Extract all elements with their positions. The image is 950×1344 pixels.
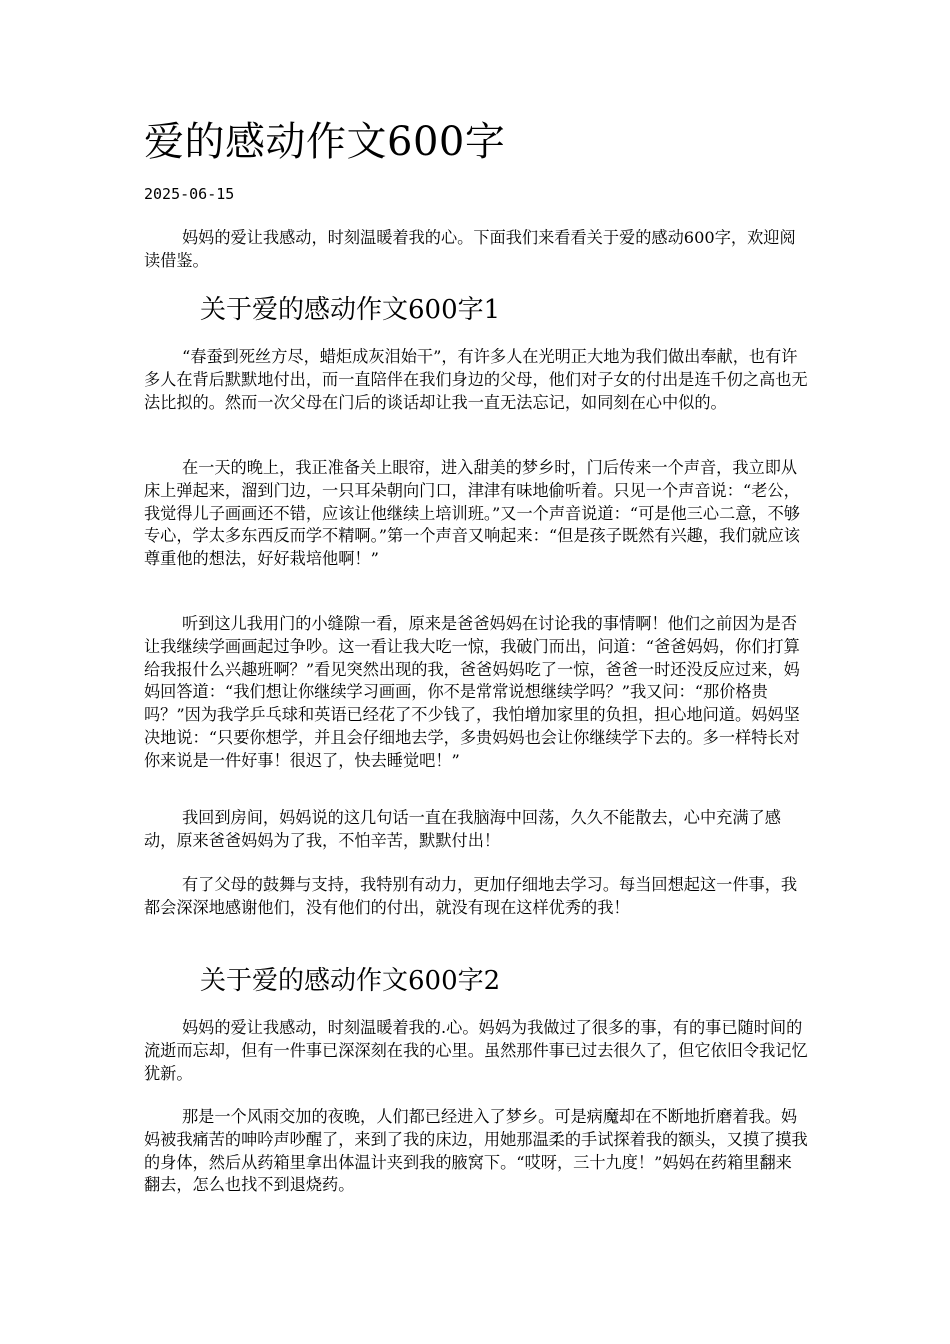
section-1-paragraph-2: 在一天的晚上，我正准备关上眼帘，进入甜美的梦乡时，门后传来一个声音，我立即从床上弹起来，溜到门边，一只耳朵朝向门口，津津有味地偷听着。只见一个声音说：“老公，我觉得儿子画画还不错，应该让他继续上培训班。”又一个声音说道：“可是他三心二意，不够专心，学太多东西反而学不精啊。”第一个声音又响起来：“但是孩子既然有兴趣，我们就应该尊重他的想法，好好栽培他啊！” <box>144 458 800 569</box>
intro-paragraph: 妈妈的爱让我感动，时刻温暖着我的心。下面我们来看看关于爱的感动600字，欢迎阅读借鉴。 <box>144 228 796 270</box>
section-2-paragraph-1: 妈妈的爱让我感动，时刻温暖着我的.心。妈妈为我做过了很多的事，有的事已随时间的流逝而忘却，但有一件事已深深刻在我的心里。虽然那件事已过去很久了，但它依旧令我记忆犹新。 <box>144 1018 808 1083</box>
section-1-paragraph-4: 我回到房间，妈妈说的这几句话一直在我脑海中回荡，久久不能散去，心中充满了感动，原来爸爸妈妈为了我，不怕辛苦，默默付出！ <box>144 808 781 850</box>
publish-date: 2025-06-15 <box>144 185 235 203</box>
section-1-paragraph-3: 听到这儿我用门的小缝隙一看，原来是爸爸妈妈在讨论我的事情啊！他们之前因为是否让我继续学画画起过争吵。这一看让我大吃一惊，我破门而出，问道：“爸爸妈妈，你们打算给我报什么兴趣班啊？”看见突然出现的我，爸爸妈妈吃了一惊，爸爸一时还没反应过来，妈妈回答道：“我们想让你继续学习画画，你不是常常说想继续学吗？”我又问：“那价格贵吗？”因为我学乒乓球和英语已经花了不少钱了，我怕增加家里的负担，担心地问道。妈妈坚决地说：“只要你想学，并且会仔细地去学，多贵妈妈也会让你继续学下去的。多一样特长对你来说是一件好事！很迟了，快去睡觉吧！” <box>144 614 800 770</box>
section-1-paragraph-5: 有了父母的鼓舞与支持，我特别有动力，更加仔细地去学习。每当回想起这一件事，我都会深深地感谢他们，没有他们的付出，就没有现在这样优秀的我！ <box>144 875 798 917</box>
section-2-paragraph-2: 那是一个风雨交加的夜晚，人们都已经进入了梦乡。可是病魔却在不断地折磨着我。妈妈被我痛苦的呻吟声吵醒了，来到了我的床边，用她那温柔的手试探着我的额头，又摸了摸我的身体，然后从药箱里拿出体温计夹到我的腋窝下。“哎呀，三十九度！”妈妈在药箱里翻来翻去，怎么也找不到退烧药。 <box>144 1107 808 1195</box>
section-1-paragraph-1: “春蚕到死丝方尽，蜡炬成灰泪始干”，有许多人在光明正大地为我们做出奉献，也有许多人在背后默默地付出，而一直陪伴在我们身边的父母，他们对子女的付出是连千仞之高也无法比拟的。然而一次父母在门后的谈话却让我一直无法忘记，如同刻在心中似的。 <box>144 347 808 412</box>
page-title: 爱的感动作文600字 <box>144 119 506 165</box>
section-1-heading: 关于爱的感动作文600字1 <box>200 295 501 325</box>
section-2-heading: 关于爱的感动作文600字2 <box>200 966 501 996</box>
